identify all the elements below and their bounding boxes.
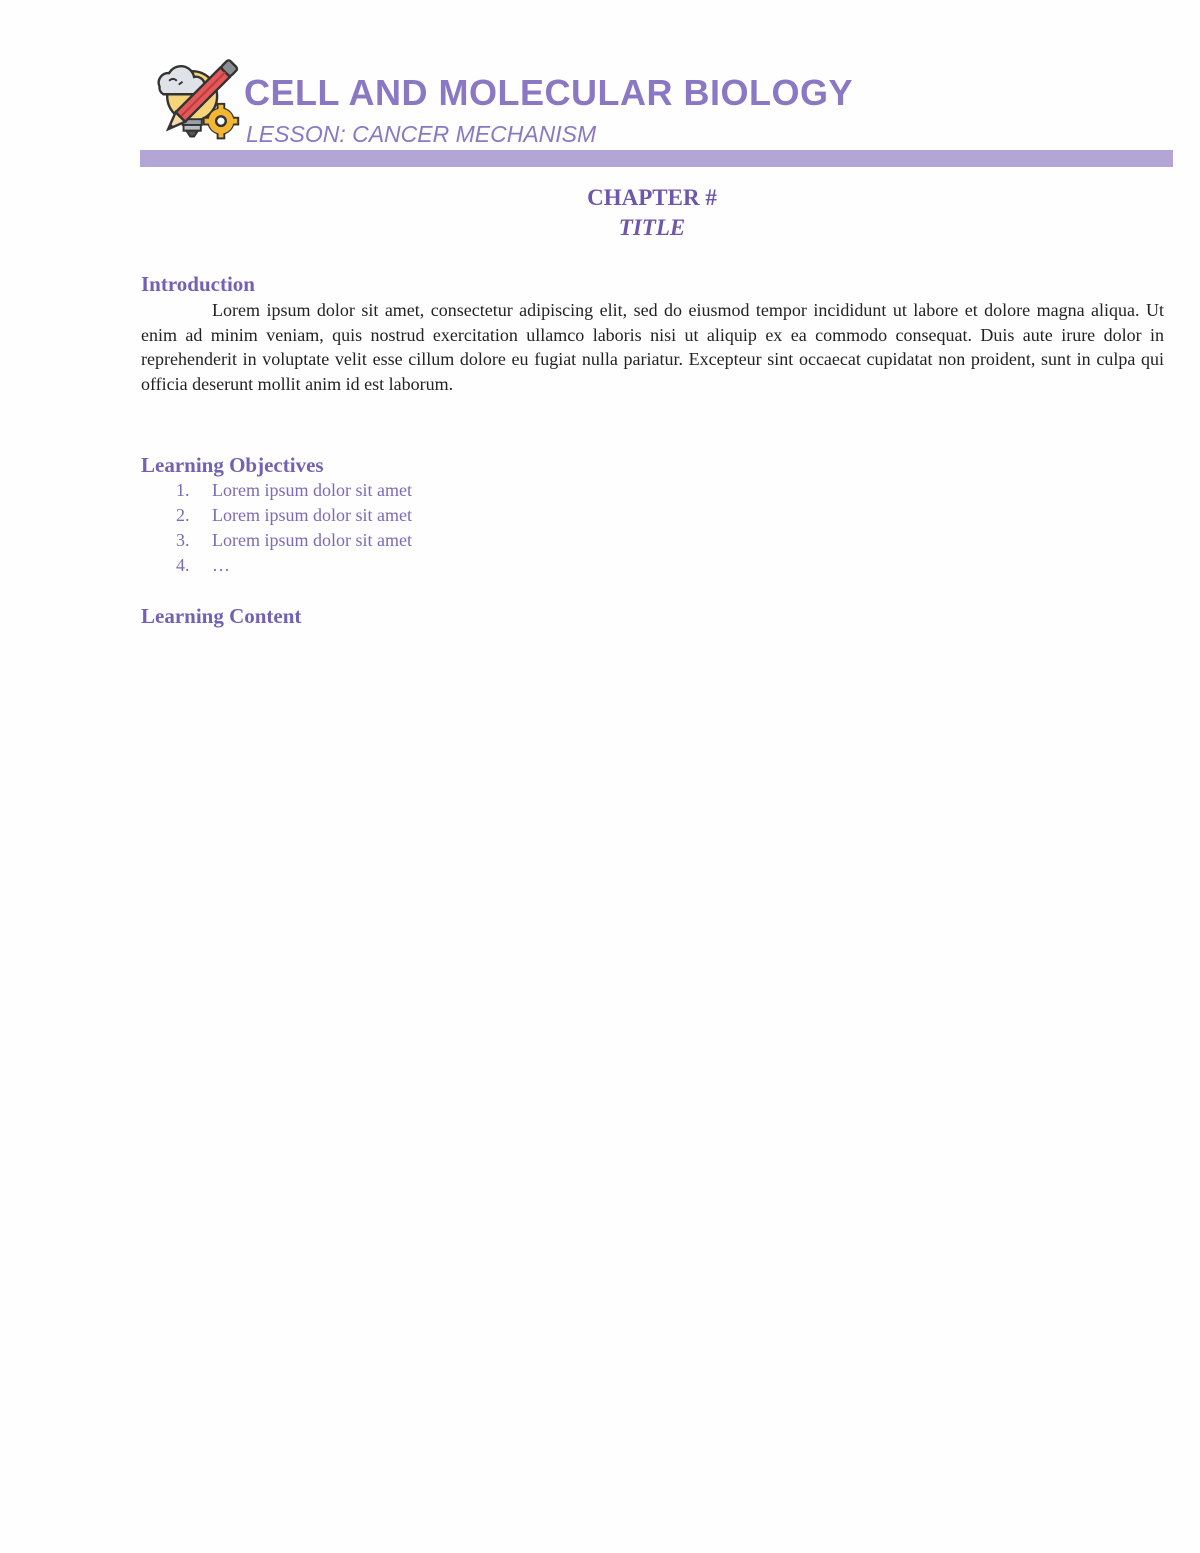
introduction-heading: Introduction — [141, 272, 255, 296]
chapter-number: CHAPTER # — [587, 185, 717, 210]
lightbulb-cloud-pencil-gear-icon — [148, 52, 244, 148]
lesson-title: LESSON: CANCER MECHANISM — [246, 121, 597, 147]
list-item-text: Lorem ipsum dolor sit amet — [212, 480, 412, 500]
chapter-heading — [140, 183, 1164, 243]
chapter-title: TITLE — [618, 215, 686, 240]
learning-content-heading: Learning Content — [141, 604, 302, 628]
list-item-number: 1. — [176, 480, 190, 500]
header-divider-bar — [140, 150, 1173, 167]
learning-objectives-list — [141, 478, 412, 578]
list-item — [141, 503, 412, 528]
introduction-body: Lorem ipsum dolor sit amet, consectetur adipiscing elit, sed do eiusmod tempor incididunt ut labore et dolore magna aliqua. Ut enim ad minim veniam, quis nostrud exercitation ullamco laboris nisi ut aliquip ex ea commodo consequat. Duis aute irure dolor in reprehenderit in voluptate velit esse cillum dolore eu fugiat nulla pariatur. Excepteur sint occaecat cupidatat non proident, sunt in culpa qui officia deserunt mollit anim id est laborum. — [141, 300, 1164, 394]
list-item-text: Lorem ipsum dolor sit amet — [212, 505, 412, 525]
list-item-number: 4. — [176, 555, 190, 575]
list-item-text: … — [212, 555, 230, 575]
learning-objectives-heading: Learning Objectives — [141, 453, 324, 477]
list-item — [141, 553, 412, 578]
list-item-number: 2. — [176, 505, 190, 525]
document-header — [140, 50, 1174, 170]
list-item — [141, 528, 412, 553]
list-item-number: 3. — [176, 530, 190, 550]
list-item-text: Lorem ipsum dolor sit amet — [212, 530, 412, 550]
course-title: CELL AND MOLECULAR BIOLOGY — [244, 72, 853, 113]
list-item — [141, 478, 412, 503]
